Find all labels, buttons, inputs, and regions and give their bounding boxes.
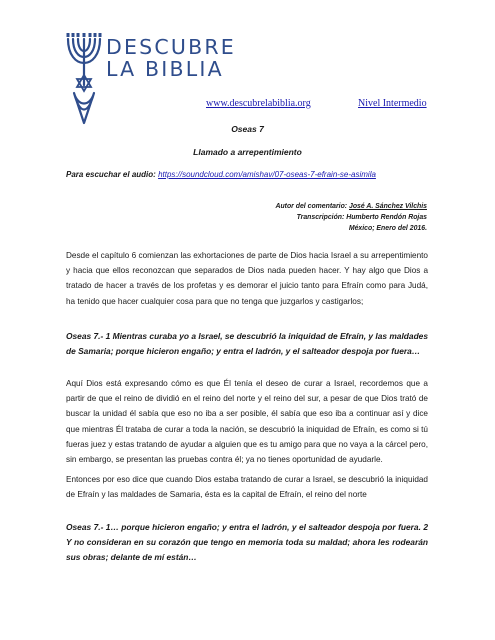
transcription-line: Transcripción: Humberto Rendón Rojas: [296, 214, 427, 221]
author-name: José A. Sánchez Vilchis: [349, 203, 427, 210]
audio-line: [66, 170, 376, 179]
place-date-line: México; Enero del 2016.: [348, 225, 427, 232]
logo-text-line2: LA BIBLIA: [106, 57, 224, 81]
logo-text-line1: DESCUBRE: [106, 35, 236, 59]
body-paragraph-3: Entonces por eso dice que cuando Dios estaba tratando de curar a Israel, se descubrió la iniquidad de Efraín y las maldades de Samaria, ésta es la capital de Efraín, el reino del norte: [66, 475, 428, 500]
menorah-star-fish-icon: [62, 27, 106, 127]
scripture-quote-2: Oseas 7.- 1… porque hicieron engaño; y entra el ladrón, y el salteador despoja por fuera. 2 Y no consideran en su corazón que tengo en memoria toda su maldad; ahora les rodearán sus obras; delante de mí están…: [66, 522, 428, 563]
level-link[interactable]: Nivel Intermedio: [358, 98, 427, 109]
scripture-quote-1: Oseas 7.- 1 Mientras curaba yo a Israel, se descubrió la iniquidad de Efraín, y las maldades de Samaria; porque hicieron engaño; y entra el ladrón, y el salteador despoja por fuera…: [66, 331, 428, 357]
document-title: Oseas 7: [231, 124, 264, 134]
credits-block: [275, 201, 427, 234]
body-paragraph-2: Aquí Dios está expresando cómo es que Él tenía el deseo de curar a Israel, recordemos que a partir de que el reino de dividió en el reino del norte y el reino del sur, a pesar de que Dios trató de buscar la unidad él sabía que eso no iba a ser posible, él sabía que eso iba a continuar así y dice que mientras Él trataba de curar a toda la nación, se descubrió la iniquidad de Efraín, es como si tú fueras juez y estas tratando de ayudar a alguien que es tu amigo para que no vaya a la cárcel pero, sin embargo, se presentan las pruebas contra él; ya no tienes oportunidad de ayudarle.: [66, 379, 428, 465]
body-paragraph-1: Desde el capítulo 6 comienzan las exhortaciones de parte de Dios hacia Israel a su arrepentimiento y hacia que ellos reconozcan que separados de Dios nada pueden hacer. Y hay algo que Dios a tratado de hacer a través de los profetas y es demorar el juicio tanto para Efraín como para Judá, ha tenido que hacer cualquier cosa para que no tenga que juzgarlos y castigarlos;: [66, 251, 428, 306]
header-links: [0, 98, 495, 112]
author-label: Autor del comentario:: [275, 203, 348, 210]
document-subtitle: Llamado a arrepentimiento: [193, 147, 302, 157]
author-line: [275, 201, 427, 212]
audio-link[interactable]: https://soundcloud.com/amishav/07-oseas-7-efrain-se-asimila: [158, 170, 376, 179]
website-link[interactable]: www.descubrelabiblia.org: [206, 98, 311, 109]
descubre-la-biblia-logo: [62, 27, 236, 127]
audio-label: Para escuchar el audio:: [66, 170, 156, 179]
